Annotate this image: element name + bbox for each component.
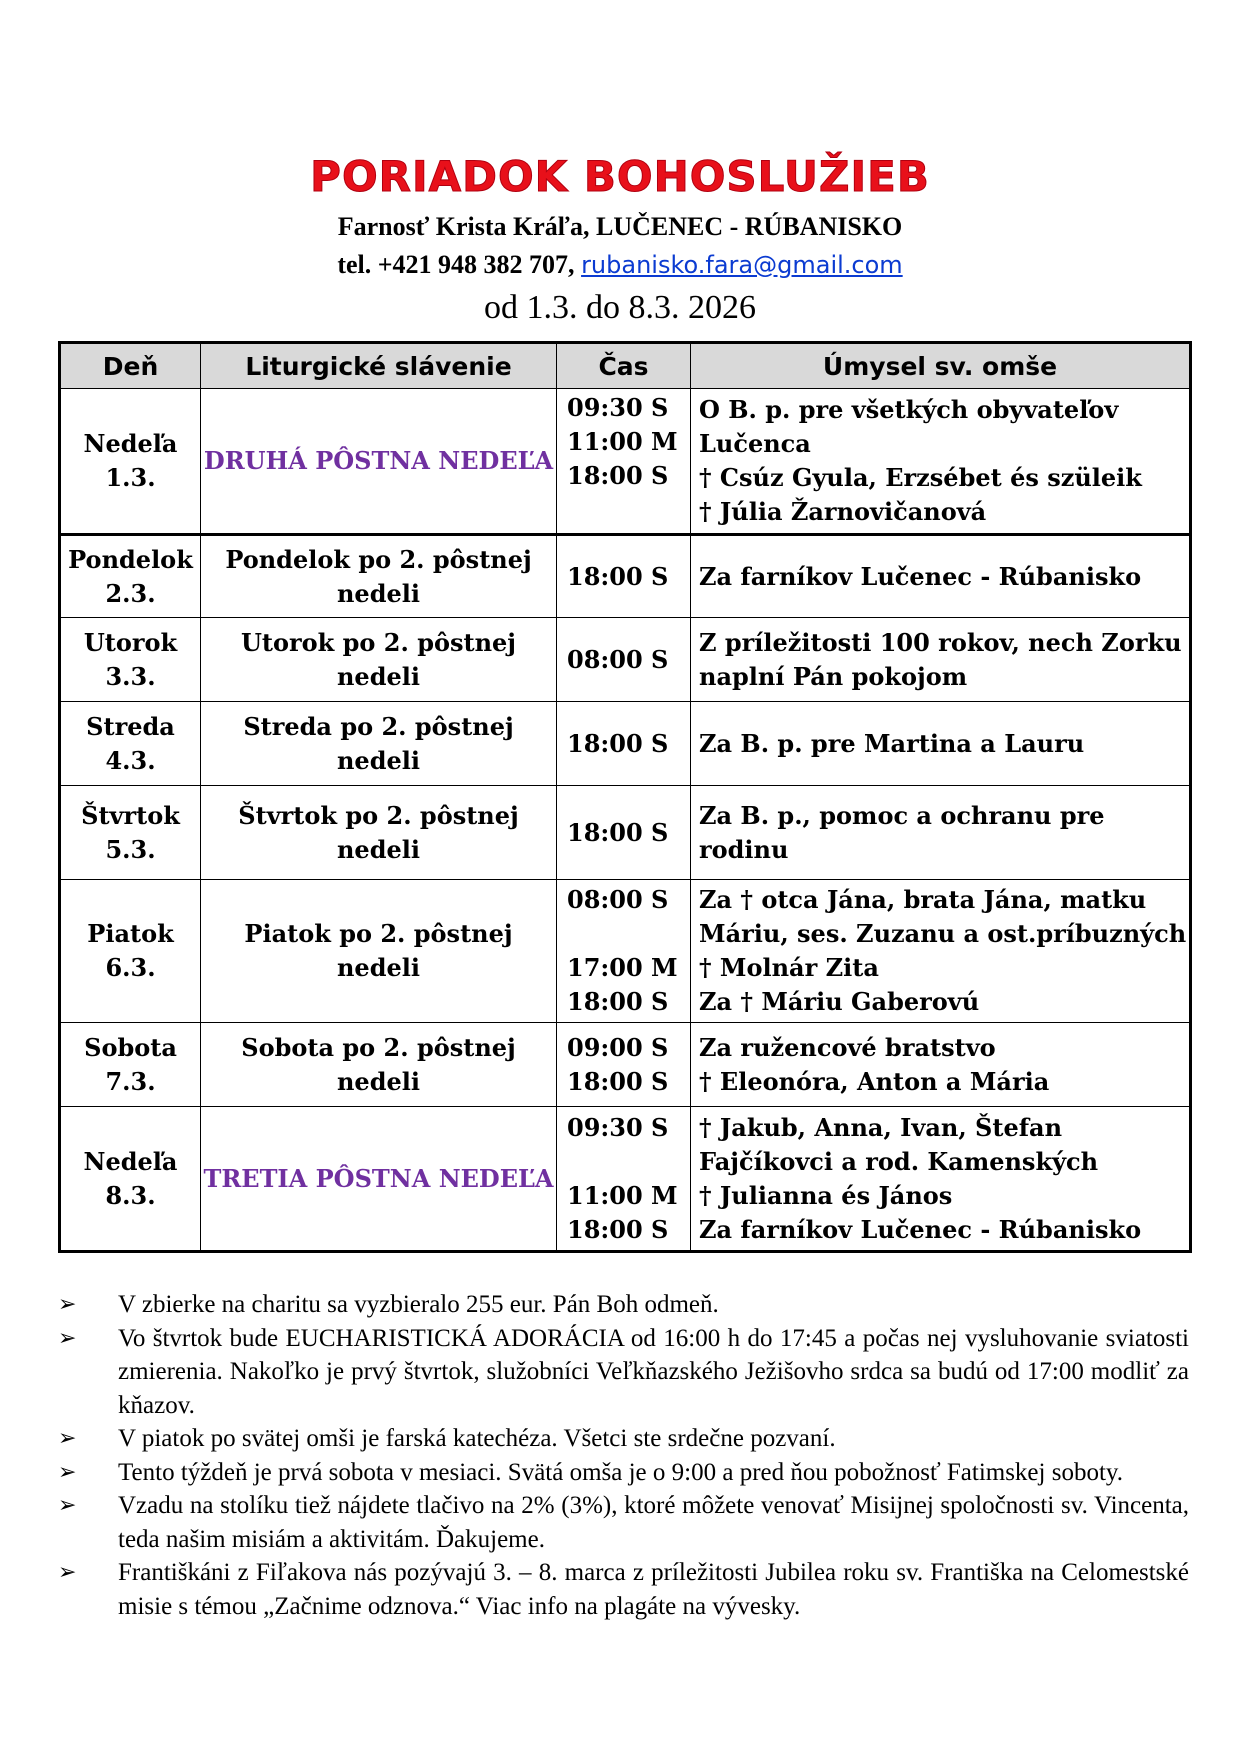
- liturgy-text: nedeli: [336, 953, 420, 982]
- announcement-text: Vo štvrtok bude EUCHARISTICKÁ ADORÁCIA od 16:00 h do 17:45 a počas nej vysluhovanie sviatosti zmierenia. Nakoľko je prvý štvrtok, služobníci Veľkňazského Ježišovho srdca sa budú od 17:00 modliť za kňazov.: [118, 1324, 1189, 1419]
- table-row: [60, 535, 1191, 618]
- announcement-text: Františkáni z Fiľakova nás pozývajú 3. – 8. marca z príležitosti Jubilea roku sv. Františka na Celomestské misie s témou „Začnime odznova.“ Viac info na plagáte na vývesky.: [118, 1559, 1189, 1620]
- phone-number: tel. +421 948 382 707,: [337, 250, 575, 279]
- table-row: [60, 1023, 1191, 1107]
- intention-cell: [691, 535, 1191, 618]
- time-cell: [557, 880, 691, 1023]
- email-link[interactable]: rubanisko.fara@gmail.com: [581, 251, 903, 279]
- liturgy-cell: [201, 702, 557, 786]
- liturgy-text: Piatok po 2. pôstnej: [244, 919, 513, 948]
- mass-time: 09:30 S: [567, 393, 669, 422]
- arrow-bullet-icon: ➢: [58, 1325, 77, 1351]
- liturgy-cell: [201, 1107, 557, 1252]
- table-row: [60, 880, 1191, 1023]
- day-date: 2.3.: [105, 578, 156, 608]
- intention-text: † Julianna és János: [699, 1180, 953, 1210]
- day-date: 8.3.: [105, 1180, 156, 1210]
- liturgy-cell: [201, 880, 557, 1023]
- liturgy-text: Streda po 2. pôstnej: [243, 711, 514, 741]
- intention-text: Za † otca Jána, brata Jána, matku: [699, 885, 1147, 914]
- mass-time: 18:00 S: [567, 461, 669, 490]
- mass-time: 08:00 S: [567, 885, 669, 914]
- arrow-bullet-icon: ➢: [58, 1493, 77, 1518]
- intention-cell: [691, 702, 1191, 786]
- arrow-bullet-icon: ➢: [58, 1459, 77, 1485]
- column-header-time: Čas: [557, 343, 691, 389]
- table-row: [60, 1107, 1191, 1252]
- intention-text: Za B. p. pre Martina a Lauru: [699, 728, 1085, 758]
- mass-time: 09:30 S: [567, 1112, 669, 1142]
- contact-line: [0, 250, 1240, 280]
- intention-text: naplní Pán pokojom: [699, 661, 968, 691]
- mass-time: 18:00 S: [567, 1066, 669, 1096]
- day-name: Piatok: [87, 919, 174, 948]
- day-cell: [60, 786, 201, 880]
- liturgy-cell: [201, 786, 557, 880]
- intention-text: Fajčíkovci a rod. Kamenských: [699, 1146, 1099, 1176]
- list-item: [58, 1288, 1189, 1322]
- time-cell: [557, 1107, 691, 1252]
- mass-time: 09:00 S: [567, 1032, 669, 1062]
- liturgy-text: DRUHÁ PÔSTNA NEDEĽA: [203, 446, 554, 475]
- arrow-bullet-icon: ➢: [58, 1292, 77, 1317]
- list-item: [58, 1489, 1189, 1556]
- intention-text: † Júlia Žarnovičanová: [699, 497, 987, 526]
- liturgy-text: nedeli: [336, 661, 420, 691]
- schedule-table: [58, 341, 1192, 1253]
- list-item: [58, 1456, 1189, 1490]
- announcement-text: V piatok po svätej omši je farská katechéza. Všetci ste srdečne pozvaní.: [118, 1425, 836, 1452]
- intention-text: Lučenca: [699, 429, 811, 458]
- intention-text: Za † Máriu Gaberovú: [699, 987, 980, 1016]
- page-title: PORIADOK BOHOSLUŽIEB: [310, 152, 930, 201]
- day-cell: [60, 1023, 201, 1107]
- announcement-text: V zbierke na charitu sa vyzbieralo 255 eur. Pán Boh odmeň.: [118, 1291, 719, 1318]
- day-name: Pondelok: [68, 544, 193, 574]
- mass-time: 18:00 S: [567, 1214, 669, 1244]
- liturgy-text: nedeli: [336, 834, 420, 864]
- intention-text: † Eleonóra, Anton a Mária: [699, 1066, 1050, 1096]
- table-row: [60, 389, 1191, 535]
- intention-cell: [691, 618, 1191, 702]
- intention-cell: [691, 1107, 1191, 1252]
- intention-text: Z príležitosti 100 rokov, nech Zorku: [699, 627, 1182, 657]
- day-name: Nedeľa: [83, 1146, 178, 1176]
- date-range: od 1.3. do 8.3. 2026: [484, 289, 756, 326]
- mass-time: 11:00 M: [567, 427, 678, 456]
- intention-text: Máriu, ses. Zuzanu a ost.príbuzných: [699, 919, 1187, 948]
- time-cell: [557, 702, 691, 786]
- list-item: [58, 1322, 1189, 1423]
- liturgy-cell: [201, 389, 557, 535]
- liturgy-text: Sobota po 2. pôstnej: [241, 1032, 516, 1062]
- mass-time: 11:00 M: [567, 1180, 678, 1210]
- day-date: 5.3.: [105, 834, 156, 864]
- day-name: Utorok: [83, 627, 178, 657]
- table-row: [60, 786, 1191, 880]
- day-cell: [60, 702, 201, 786]
- liturgy-text: nedeli: [336, 745, 420, 775]
- mass-time: 08:00 S: [567, 644, 669, 674]
- table-header-row: [60, 343, 1191, 389]
- mass-time: 18:00 S: [567, 817, 669, 847]
- intention-cell: [691, 389, 1191, 535]
- liturgy-text: TRETIA PÔSTNA NEDEĽA: [203, 1163, 554, 1193]
- time-cell: [557, 1023, 691, 1107]
- liturgy-cell: [201, 618, 557, 702]
- intention-text: † Jakub, Anna, Ivan, Štefan: [699, 1112, 1063, 1142]
- day-date: 1.3.: [105, 463, 156, 492]
- announcement-text: Tento týždeň je prvá sobota v mesiaci. Svätá omša je o 9:00 a pred ňou pobožnosť Fatimskej soboty.: [118, 1458, 1124, 1486]
- liturgy-cell: [201, 1023, 557, 1107]
- day-name: Nedeľa: [83, 429, 178, 458]
- liturgy-cell: [201, 535, 557, 618]
- column-header-intention: Úmysel sv. omše: [691, 343, 1191, 389]
- intention-text: † Molnár Zita: [699, 953, 879, 982]
- mass-time: 18:00 S: [567, 987, 669, 1016]
- intention-text: Za B. p., pomoc a ochranu pre: [699, 800, 1105, 830]
- day-cell: [60, 618, 201, 702]
- day-date: 3.3.: [105, 661, 156, 691]
- intention-cell: [691, 786, 1191, 880]
- time-cell: [557, 786, 691, 880]
- column-header-liturgy: Liturgické slávenie: [201, 343, 557, 389]
- intention-text: rodinu: [699, 834, 789, 864]
- liturgy-text: nedeli: [336, 1066, 420, 1096]
- table-row: [60, 702, 1191, 786]
- announcement-text: Vzadu na stolíku tiež nájdete tlačivo na 2% (3%), ktoré môžete venovať Misijnej spoločnosti sv. Vincenta, teda našim misiám a aktivitám. Ďakujeme.: [118, 1492, 1189, 1553]
- intention-text: Za ružencové bratstvo: [699, 1032, 996, 1062]
- liturgy-text: Štvrtok po 2. pôstnej: [238, 800, 519, 830]
- time-spacer: [567, 917, 690, 951]
- list-item: [58, 1556, 1189, 1623]
- arrow-bullet-icon: ➢: [58, 1426, 77, 1451]
- intention-text: † Csúz Gyula, Erzsébet és szüleik: [699, 463, 1142, 492]
- time-spacer: [567, 1145, 690, 1179]
- time-cell: [557, 618, 691, 702]
- mass-time: 18:00 S: [567, 561, 669, 591]
- intention-text: Za farníkov Lučenec - Rúbanisko: [699, 561, 1142, 591]
- time-cell: [557, 535, 691, 618]
- time-cell: [557, 389, 691, 535]
- arrow-bullet-icon: ➢: [58, 1560, 77, 1585]
- intention-text: Za farníkov Lučenec - Rúbanisko: [699, 1214, 1142, 1244]
- day-name: Streda: [86, 711, 175, 741]
- day-date: 4.3.: [105, 745, 156, 775]
- day-cell: [60, 535, 201, 618]
- intention-cell: [691, 1023, 1191, 1107]
- parish-name: Farnosť Krista Kráľa, LUČENEC - RÚBANISKO: [337, 212, 903, 241]
- mass-time: 18:00 S: [567, 728, 669, 758]
- day-name: Sobota: [84, 1032, 177, 1062]
- day-cell: [60, 1107, 201, 1252]
- table-row: [60, 618, 1191, 702]
- liturgy-text: Pondelok po 2. pôstnej: [225, 544, 532, 574]
- day-date: 6.3.: [105, 953, 156, 982]
- intention-text: O B. p. pre všetkých obyvateľov: [699, 395, 1119, 424]
- liturgy-text: nedeli: [336, 578, 420, 608]
- announcements-list: [58, 1288, 1189, 1623]
- mass-time: 17:00 M: [567, 953, 678, 982]
- day-cell: [60, 389, 201, 535]
- intention-cell: [691, 880, 1191, 1023]
- day-cell: [60, 880, 201, 1023]
- list-item: [58, 1422, 1189, 1456]
- liturgy-text: Utorok po 2. pôstnej: [240, 627, 516, 657]
- column-header-day: Deň: [60, 343, 201, 389]
- day-name: Štvrtok: [81, 800, 180, 830]
- day-date: 7.3.: [105, 1066, 156, 1096]
